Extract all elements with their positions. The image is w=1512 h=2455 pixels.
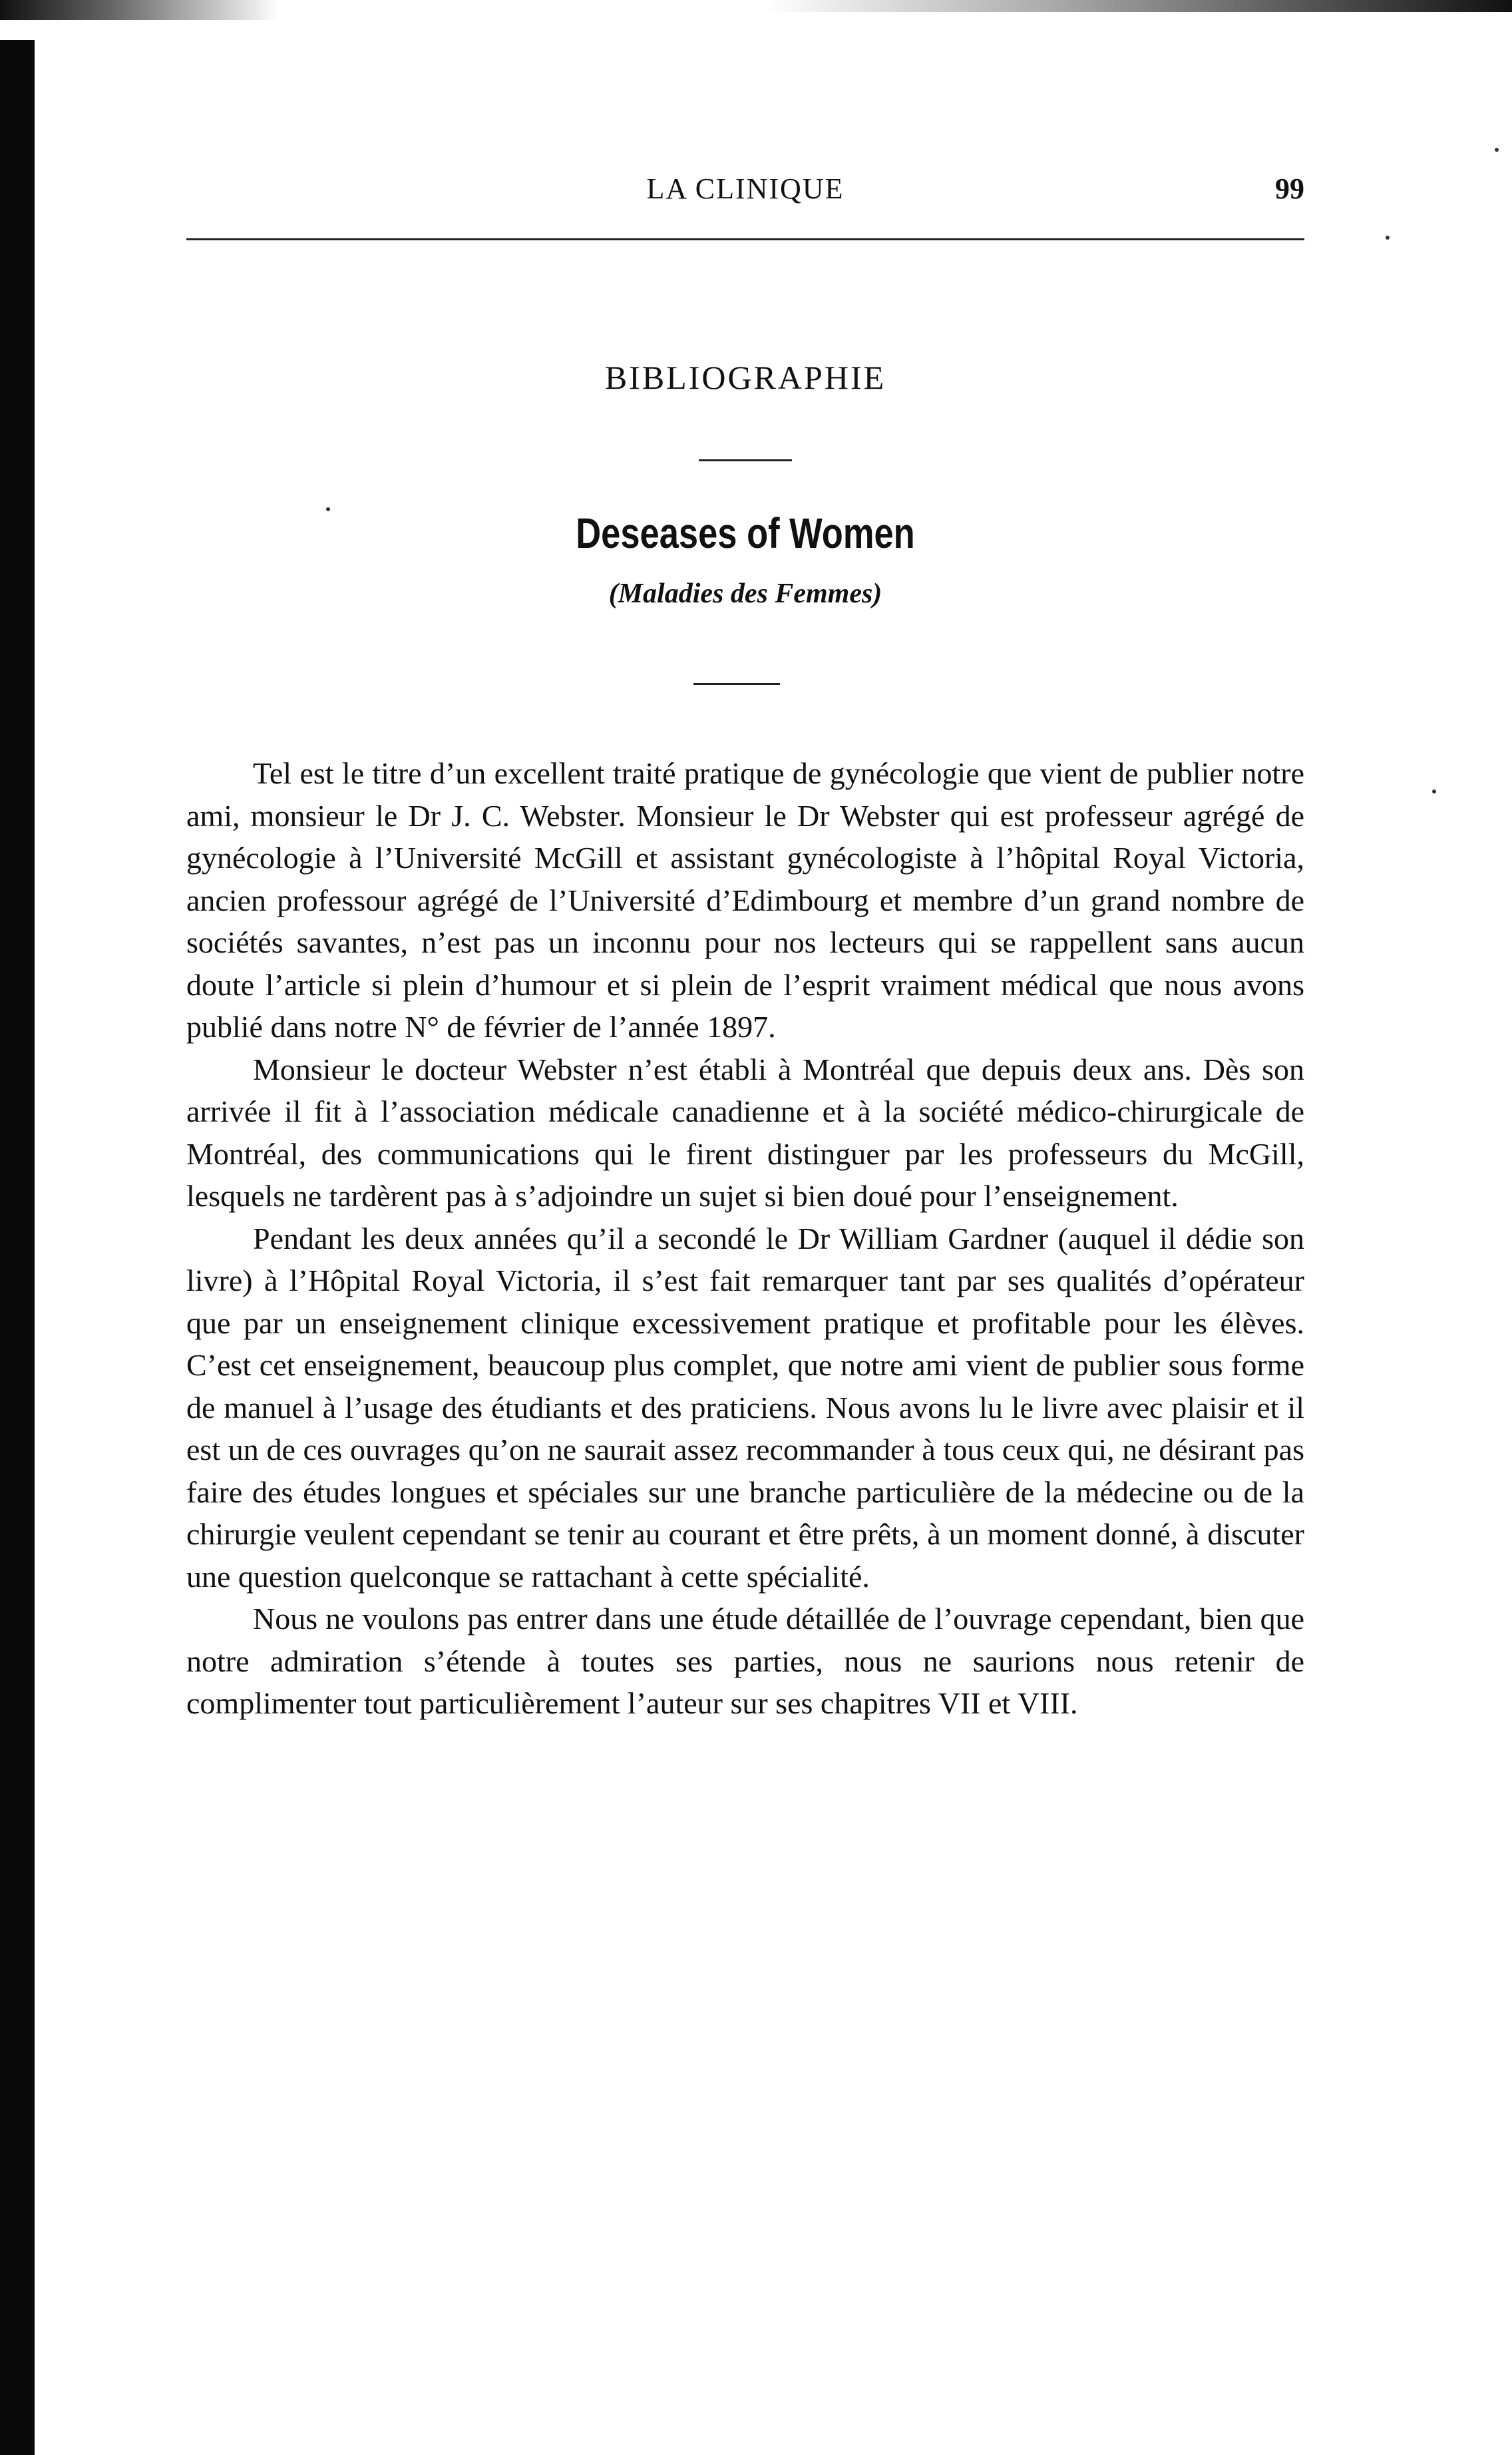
scan-speck — [1432, 789, 1436, 793]
paragraph: Tel est le titre d’un excellent traité pratique de gynécologie que vient de publier notre ami, monsieur le Dr J. C. Webster. Monsieur le Dr Webster qui est professeur agrégé de gynécologie à l’Université McGill et assistant gynécologiste à l’hôpital Royal Victoria, ancien professour agrégé de l’Université d’Edimbourg et membre d’un grand nombre de sociétés savantes, n’est pas un inconnu pour nos lecteurs qui se rappellent sans aucun doute l’article si plein d’humour et si plein de l’esprit vraiment médical que nous avons publié dans notre N° de février de l’année 1897. — [186, 756, 1304, 1044]
paragraph: Monsieur le docteur Webster n’est établi à Montréal que depuis deux ans. Dès son arrivée il fit à l’association médicale canadienne et à la société médico-chirurgicale de Montréal, des communications qui le firent distinguer par les professeurs du McGill, lesquels ne tardèrent pas à s’adjoindre un sujet si bien doué pour l’enseignement. — [186, 1052, 1304, 1213]
section-title: BIBLIOGRAPHIE — [604, 359, 886, 396]
paragraph: Nous ne voulons pas entrer dans une étude détaillée de l’ouvrage cependant, bien que notre admiration s’étende à toutes ses parties, nous ne saurions nous retenir de complimenter tout particulièrement l’auteur sur ses chapitres VII et VIII. — [186, 1602, 1304, 1720]
scan-binding-shadow — [0, 40, 35, 2455]
title-divider — [693, 683, 780, 685]
running-head — [186, 172, 1304, 212]
book-title: Deseases of Women — [576, 509, 915, 557]
book-subtitle: (Maladies des Femmes) — [608, 578, 882, 609]
journal-title: LA CLINIQUE — [646, 172, 845, 205]
paragraph: Pendant les deux années qu’il a secondé le Dr William Gardner (auquel il dédie son livre) à l’Hôpital Royal Victoria, il s’est fait remarquer tant par ses qualités d’opérateur que par un enseignement clinique excessivement pratique et profitable pour les élèves. C’est cet enseignement, beaucoup plus complet, que notre ami vient de publier sous forme de manuel à l’usage des étudiants et des praticiens. Nous avons lu le livre avec plaisir et il est un de ces ouvrages qu’on ne saurait assez recommander à tous ceux qui, ne désirant pas faire des études longues et spéciales sur une branche particulière de la médecine ou de la chirurgie veulent cependant se tenir au courant et être prêts, à un moment donné, à discuter une question quelconque se rattachant à cette spécialité. — [186, 1221, 1304, 1594]
document-page — [186, 0, 1304, 2455]
article-body — [186, 752, 1304, 1725]
page-number: 99 — [1275, 172, 1304, 205]
scan-speck — [1495, 148, 1499, 152]
header-divider — [186, 238, 1304, 240]
section-divider — [699, 459, 792, 461]
scan-speck — [1386, 236, 1390, 240]
